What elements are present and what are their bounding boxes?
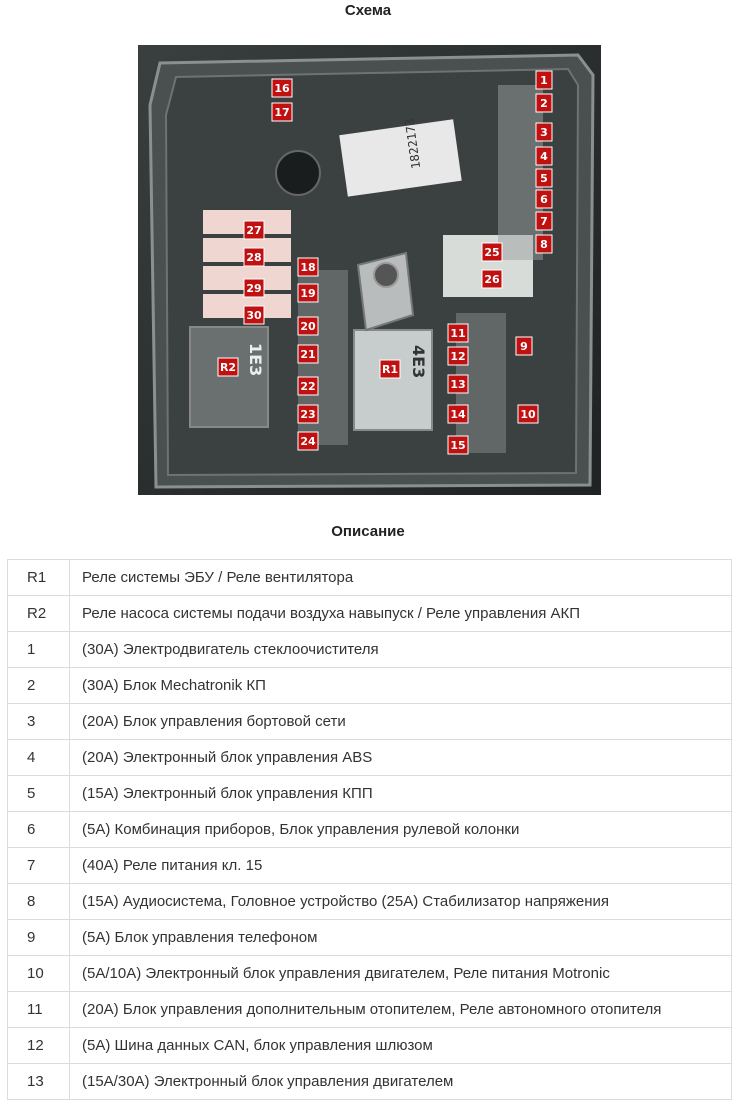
row-key: 5 xyxy=(8,776,70,812)
table-row xyxy=(8,668,732,704)
fuse-label: 15 xyxy=(450,439,466,452)
row-key: 10 xyxy=(8,956,70,992)
fuse-label: 14 xyxy=(450,408,466,421)
row-description: Реле насоса системы подачи воздуха навыпуск / Реле управления АКП xyxy=(70,596,732,632)
row-description: Реле системы ЭБУ / Реле вентилятора xyxy=(70,560,732,596)
row-description: (30A) Блок Mechatronik КП xyxy=(70,668,732,704)
fuse-label: 1 xyxy=(540,74,548,87)
table-row xyxy=(8,848,732,884)
row-description: (15A) Аудиосистема, Головное устройство (25A) Стабилизатор напряжения xyxy=(70,884,732,920)
row-description: (15A/30A) Электронный блок управления двигателем xyxy=(70,1064,732,1100)
fuse-label: 11 xyxy=(450,327,466,340)
table-row xyxy=(8,632,732,668)
table-row xyxy=(8,704,732,740)
table-row xyxy=(8,1028,732,1064)
table-row xyxy=(8,956,732,992)
fuse-label: 24 xyxy=(300,435,316,448)
row-key: R1 xyxy=(8,560,70,596)
row-description: (20A) Электронный блок управления ABS xyxy=(70,740,732,776)
row-key: 3 xyxy=(8,704,70,740)
fuse-label: 3 xyxy=(540,126,548,139)
row-description: (30A) Электродвигатель стеклоочистителя xyxy=(70,632,732,668)
table-row xyxy=(8,560,732,596)
fuse-label: 21 xyxy=(300,348,316,361)
row-key: 9 xyxy=(8,920,70,956)
row-description: (5A) Блок управления телефоном xyxy=(70,920,732,956)
fuse-box-photo xyxy=(138,45,601,495)
row-key: 13 xyxy=(8,1064,70,1100)
fuse-label: 2 xyxy=(540,97,548,110)
fuse-label: 13 xyxy=(450,378,466,391)
row-description: (20A) Блок управления бортовой сети xyxy=(70,704,732,740)
relay-label: R2 xyxy=(219,361,237,374)
table-row xyxy=(8,596,732,632)
fuse-label: 20 xyxy=(300,320,316,333)
row-key: 2 xyxy=(8,668,70,704)
table-row xyxy=(8,884,732,920)
row-key: 7 xyxy=(8,848,70,884)
row-key: R2 xyxy=(8,596,70,632)
fuse-label: 18 xyxy=(300,261,316,274)
sticker-text: 1822173 xyxy=(402,117,424,170)
fuse-label: 27 xyxy=(246,224,262,237)
row-description: (5A/10A) Электронный блок управления двигателем, Реле питания Motronic xyxy=(70,956,732,992)
relay-label: R1 xyxy=(381,363,399,376)
table-row xyxy=(8,776,732,812)
fuse-label: 10 xyxy=(520,408,536,421)
row-description: (5A) Комбинация приборов, Блок управления рулевой колонки xyxy=(70,812,732,848)
table-row xyxy=(8,1064,732,1100)
row-description: (15A) Электронный блок управления КПП xyxy=(70,776,732,812)
row-key: 8 xyxy=(8,884,70,920)
fuse-label: 17 xyxy=(274,106,290,119)
fuse-label: 22 xyxy=(300,380,316,393)
fuse-label: 25 xyxy=(484,246,500,259)
relay-code: 1E3 xyxy=(246,343,265,377)
row-key: 6 xyxy=(8,812,70,848)
fuse-label: 12 xyxy=(450,350,466,363)
fuse-label: 26 xyxy=(484,273,500,286)
fuse-label: 30 xyxy=(246,309,262,322)
row-description: (20A) Блок управления дополнительным отопителем, Реле автономного отопителя xyxy=(70,992,732,1028)
table-row xyxy=(8,920,732,956)
fuse-label: 19 xyxy=(300,287,316,300)
row-key: 4 xyxy=(8,740,70,776)
fuse-label: 16 xyxy=(274,82,290,95)
scheme-heading: Схема xyxy=(344,2,392,19)
fuse-label: 23 xyxy=(300,408,316,421)
row-key: 11 xyxy=(8,992,70,1028)
fuse-label: 5 xyxy=(540,172,548,185)
table-row xyxy=(8,740,732,776)
table-row xyxy=(8,992,732,1028)
table-row xyxy=(8,812,732,848)
row-key: 1 xyxy=(8,632,70,668)
fuse-label: 9 xyxy=(520,340,528,353)
row-key: 12 xyxy=(8,1028,70,1064)
fuse-label: 7 xyxy=(540,215,548,228)
fuse-box-diagram xyxy=(138,45,601,495)
fuse-description-table xyxy=(7,559,732,1100)
fuse-label: 6 xyxy=(540,193,548,206)
fuse-label: 4 xyxy=(540,150,548,163)
fuse-label: 29 xyxy=(246,282,262,295)
description-heading: Описание xyxy=(331,523,405,540)
row-description: (40A) Реле питания кл. 15 xyxy=(70,848,732,884)
fuse-label: 28 xyxy=(246,251,262,264)
relay-code: 4E3 xyxy=(409,345,428,379)
row-description: (5A) Шина данных CAN, блок управления шлюзом xyxy=(70,1028,732,1064)
fuse-label: 8 xyxy=(540,238,548,251)
